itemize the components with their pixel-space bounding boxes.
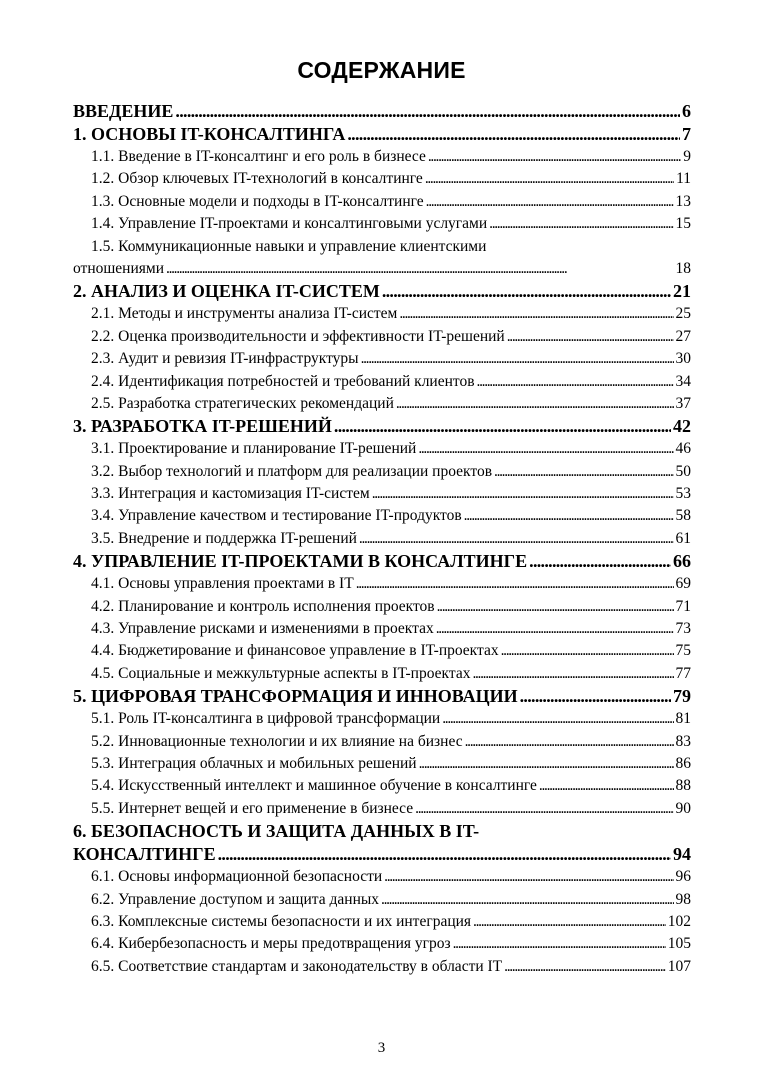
toc-section-page: 27 bbox=[675, 327, 691, 345]
toc-section-label: 1.1. Введение в IT-консалтинг и его роль в бизнесе bbox=[91, 148, 426, 165]
toc-section-label: 4.4. Бюджетирование и финансовое управление в IT-проектах bbox=[91, 642, 499, 660]
toc-section-6-3 bbox=[73, 911, 691, 933]
toc-chapter-6 bbox=[73, 820, 691, 843]
dot-leader bbox=[501, 640, 674, 662]
dot-leader bbox=[473, 911, 666, 933]
dot-leader bbox=[356, 573, 674, 595]
toc-section-page: 13 bbox=[675, 192, 691, 210]
dot-leader bbox=[372, 483, 674, 505]
toc-section-4-4 bbox=[73, 640, 691, 662]
toc-section-label: 1.3. Основные модели и подходы в IT-консалтинге bbox=[91, 192, 424, 210]
toc-section-page: 107 bbox=[667, 957, 691, 975]
toc-section-page: 75 bbox=[675, 642, 691, 660]
toc-chapter-page: 7 bbox=[682, 124, 691, 144]
dot-leader bbox=[396, 393, 674, 415]
dot-leader bbox=[218, 843, 671, 866]
toc-chapter-page: 21 bbox=[673, 281, 691, 302]
toc-section-label: 5.1. Роль IT-консалтинга в цифровой трансформации bbox=[91, 710, 441, 728]
toc-section-5-2 bbox=[73, 731, 691, 753]
toc-section-1-3 bbox=[73, 191, 691, 213]
toc-section-page: 69 bbox=[675, 575, 691, 593]
toc-section-4-1 bbox=[73, 573, 691, 595]
toc-section-5-4 bbox=[73, 775, 691, 797]
toc-section-5-5 bbox=[73, 798, 691, 820]
page-title: СОДЕРЖАНИЕ bbox=[297, 57, 466, 83]
toc-section-1-5-continued bbox=[73, 258, 691, 280]
toc-section-label: 5.3. Интеграция облачных и мобильных решений bbox=[91, 754, 417, 772]
toc-section-label: 2.5. Разработка стратегических рекомендаций bbox=[91, 394, 394, 412]
toc-section-6-2 bbox=[73, 889, 691, 911]
toc-chapter-page: 94 bbox=[673, 844, 691, 865]
toc-section-1-2 bbox=[73, 168, 691, 190]
dot-leader bbox=[384, 866, 673, 888]
toc-chapter-label: 6. БЕЗОПАСНОСТЬ И ЗАЩИТА ДАННЫХ В IT- bbox=[73, 821, 480, 842]
toc-chapter-page: 42 bbox=[673, 416, 691, 437]
toc-chapter-label: 1. ОСНОВЫ IT-КОНСАЛТИНГА bbox=[73, 124, 346, 144]
toc-section-label: 4.3. Управление рисками и изменениями в проектах bbox=[91, 620, 434, 638]
toc-chapter-label: 3. РАЗРАБОТКА IT-РЕШЕНИЙ bbox=[73, 416, 332, 437]
toc-chapter-page: 66 bbox=[673, 551, 691, 572]
toc-section-label: 6.4. Кибербезопасность и меры предотвращения угроз bbox=[91, 935, 451, 953]
toc-section-2-3 bbox=[73, 348, 691, 370]
toc-section-label: 5.4. Искусственный интеллект и машинное обучение в консалтинге bbox=[91, 777, 537, 795]
toc-section-6-5 bbox=[73, 956, 691, 978]
toc-section-2-5 bbox=[73, 393, 691, 415]
dot-leader bbox=[507, 326, 674, 348]
toc-section-page: 46 bbox=[675, 440, 691, 458]
toc-section-page: 77 bbox=[675, 664, 691, 682]
toc-section-3-1 bbox=[73, 438, 691, 460]
dot-leader bbox=[529, 550, 671, 573]
toc-section-label: 2.4. Идентификация потребностей и требований клиентов bbox=[91, 372, 475, 390]
dot-leader bbox=[489, 213, 673, 235]
dot-leader bbox=[464, 505, 674, 527]
toc-section-label: 5.5. Интернет вещей и его применение в бизнесе bbox=[91, 799, 414, 817]
toc-section-page: 18 bbox=[675, 259, 691, 277]
toc-section-label: 4.5. Социальные и межкультурные аспекты в IT-проектах bbox=[91, 664, 471, 682]
dot-leader bbox=[426, 191, 674, 213]
toc-chapter-1 bbox=[73, 123, 691, 146]
dot-leader bbox=[428, 146, 681, 168]
toc-section-page: 81 bbox=[675, 710, 691, 728]
toc-section-label: 3.3. Интеграция и кастомизация IT-систем bbox=[91, 485, 370, 503]
toc-section-6-4 bbox=[73, 933, 691, 955]
toc-section-6-1 bbox=[73, 866, 691, 888]
toc-section-page: 88 bbox=[675, 777, 691, 795]
toc-section-page: 50 bbox=[675, 462, 691, 480]
toc-section-page: 15 bbox=[675, 215, 691, 233]
toc-section-label: 1.5. Коммуникационные навыки и управление клиентскими bbox=[91, 237, 487, 255]
toc-section-page: 83 bbox=[675, 732, 691, 750]
toc-section-3-2 bbox=[73, 461, 691, 483]
toc-section-2-2 bbox=[73, 326, 691, 348]
dot-leader bbox=[520, 685, 671, 708]
toc-section-page: 53 bbox=[675, 485, 691, 503]
toc-section-page: 11 bbox=[676, 170, 691, 188]
dot-leader bbox=[418, 438, 673, 460]
toc-section-page: 71 bbox=[675, 597, 691, 615]
toc-section-label: 2.1. Методы и инструменты анализа IT-систем bbox=[91, 305, 398, 323]
dot-leader bbox=[359, 528, 674, 550]
toc-section-page: 30 bbox=[675, 350, 691, 368]
toc-section-label: 3.1. Проектирование и планирование IT-решений bbox=[91, 440, 417, 458]
toc-section-3-5 bbox=[73, 528, 691, 550]
toc-section-label: 4.2. Планирование и контроль исполнения проектов bbox=[91, 597, 435, 615]
toc-section-label: 3.2. Выбор технологий и платформ для реализации проектов bbox=[91, 462, 493, 480]
toc-section-label: 2.3. Аудит и ревизия IT-инфраструктуры bbox=[91, 350, 359, 368]
toc-chapter-page: 79 bbox=[673, 686, 691, 707]
toc-chapter-5 bbox=[73, 685, 691, 708]
toc-section-3-4 bbox=[73, 505, 691, 527]
dot-leader bbox=[419, 753, 674, 775]
toc-section-2-4 bbox=[73, 371, 691, 393]
toc-section-label: 5.2. Инновационные технологии и их влияние на бизнес bbox=[91, 732, 463, 750]
toc-section-page: 25 bbox=[675, 305, 691, 323]
toc-section-page: 102 bbox=[667, 912, 691, 930]
toc-section-page: 34 bbox=[675, 372, 691, 390]
dot-leader bbox=[347, 123, 680, 146]
toc-entry-page: 6 bbox=[682, 101, 691, 121]
page-number: 3 bbox=[377, 1040, 386, 1056]
toc-section-label: 6.1. Основы информационной безопасности bbox=[91, 868, 383, 886]
toc-section-4-5 bbox=[73, 663, 691, 685]
dot-leader bbox=[382, 280, 671, 303]
dot-leader bbox=[361, 348, 674, 370]
toc-section-page: 105 bbox=[667, 935, 691, 953]
dot-leader bbox=[334, 415, 671, 438]
dot-leader bbox=[175, 100, 680, 123]
toc-section-page: 9 bbox=[683, 148, 691, 165]
toc-chapter-label: 5. ЦИФРОВАЯ ТРАНСФОРМАЦИЯ И ИННОВАЦИИ bbox=[73, 686, 518, 707]
toc-section-label: 2.2. Оценка производительности и эффективности IT-решений bbox=[91, 327, 505, 345]
dot-leader bbox=[504, 956, 666, 978]
toc-section-4-2 bbox=[73, 596, 691, 618]
toc-chapter-6-continued bbox=[73, 843, 691, 866]
toc-section-page: 37 bbox=[675, 394, 691, 412]
dot-leader bbox=[166, 258, 673, 280]
toc-chapter-label-continued: КОНСАЛТИНГЕ bbox=[73, 844, 216, 865]
toc-section-5-1 bbox=[73, 708, 691, 730]
dot-leader bbox=[425, 168, 674, 190]
dot-leader bbox=[472, 663, 673, 685]
table-of-contents bbox=[73, 100, 691, 978]
dot-leader bbox=[494, 461, 673, 483]
toc-section-page: 98 bbox=[675, 890, 691, 908]
toc-section-page: 86 bbox=[675, 754, 691, 772]
toc-section-page: 58 bbox=[675, 507, 691, 525]
toc-chapter-2 bbox=[73, 280, 691, 303]
toc-section-label-continued: отношениями bbox=[73, 259, 165, 277]
toc-section-1-5 bbox=[73, 236, 691, 258]
dot-leader bbox=[465, 731, 674, 753]
toc-section-4-3 bbox=[73, 618, 691, 640]
toc-section-page: 90 bbox=[675, 799, 691, 817]
dot-leader bbox=[453, 933, 666, 955]
dot-leader bbox=[381, 889, 673, 911]
toc-section-label: 3.5. Внедрение и поддержка IT-решений bbox=[91, 529, 357, 547]
toc-section-label: 6.3. Комплексные системы безопасности и их интеграция bbox=[91, 912, 472, 930]
toc-section-label: 6.5. Соответствие стандартам и законодательству в области IT bbox=[91, 957, 503, 975]
dot-leader bbox=[415, 798, 673, 820]
toc-section-label: 4.1. Основы управления проектами в IT bbox=[91, 575, 354, 593]
toc-section-1-1 bbox=[73, 146, 691, 168]
toc-section-label: 3.4. Управление качеством и тестирование IT-продуктов bbox=[91, 507, 462, 525]
toc-chapter-label: 2. АНАЛИЗ И ОЦЕНКА IT-СИСТЕМ bbox=[73, 281, 380, 302]
toc-section-page: 73 bbox=[675, 620, 691, 638]
dot-leader bbox=[442, 708, 673, 730]
dot-leader bbox=[399, 303, 673, 325]
toc-section-label: 1.2. Обзор ключевых IT-технологий в консалтинге bbox=[91, 170, 423, 188]
toc-section-3-3 bbox=[73, 483, 691, 505]
dot-leader bbox=[436, 618, 674, 640]
dot-leader bbox=[477, 371, 674, 393]
dot-leader bbox=[437, 596, 674, 618]
toc-section-2-1 bbox=[73, 303, 691, 325]
dot-leader bbox=[539, 775, 674, 797]
toc-section-label: 6.2. Управление доступом и защита данных bbox=[91, 890, 380, 908]
toc-section-label: 1.4. Управление IT-проектами и консалтинговыми услугами bbox=[91, 215, 488, 233]
toc-chapter-3 bbox=[73, 415, 691, 438]
toc-section-page: 96 bbox=[675, 868, 691, 886]
toc-chapter-label: 4. УПРАВЛЕНИЕ IT-ПРОЕКТАМИ В КОНСАЛТИНГЕ bbox=[73, 551, 528, 572]
toc-entry-label: ВВЕДЕНИЕ bbox=[73, 101, 174, 121]
toc-section-5-3 bbox=[73, 753, 691, 775]
toc-entry-introduction bbox=[73, 100, 691, 123]
toc-chapter-4 bbox=[73, 550, 691, 573]
toc-section-page: 61 bbox=[675, 529, 691, 547]
toc-section-1-4 bbox=[73, 213, 691, 235]
